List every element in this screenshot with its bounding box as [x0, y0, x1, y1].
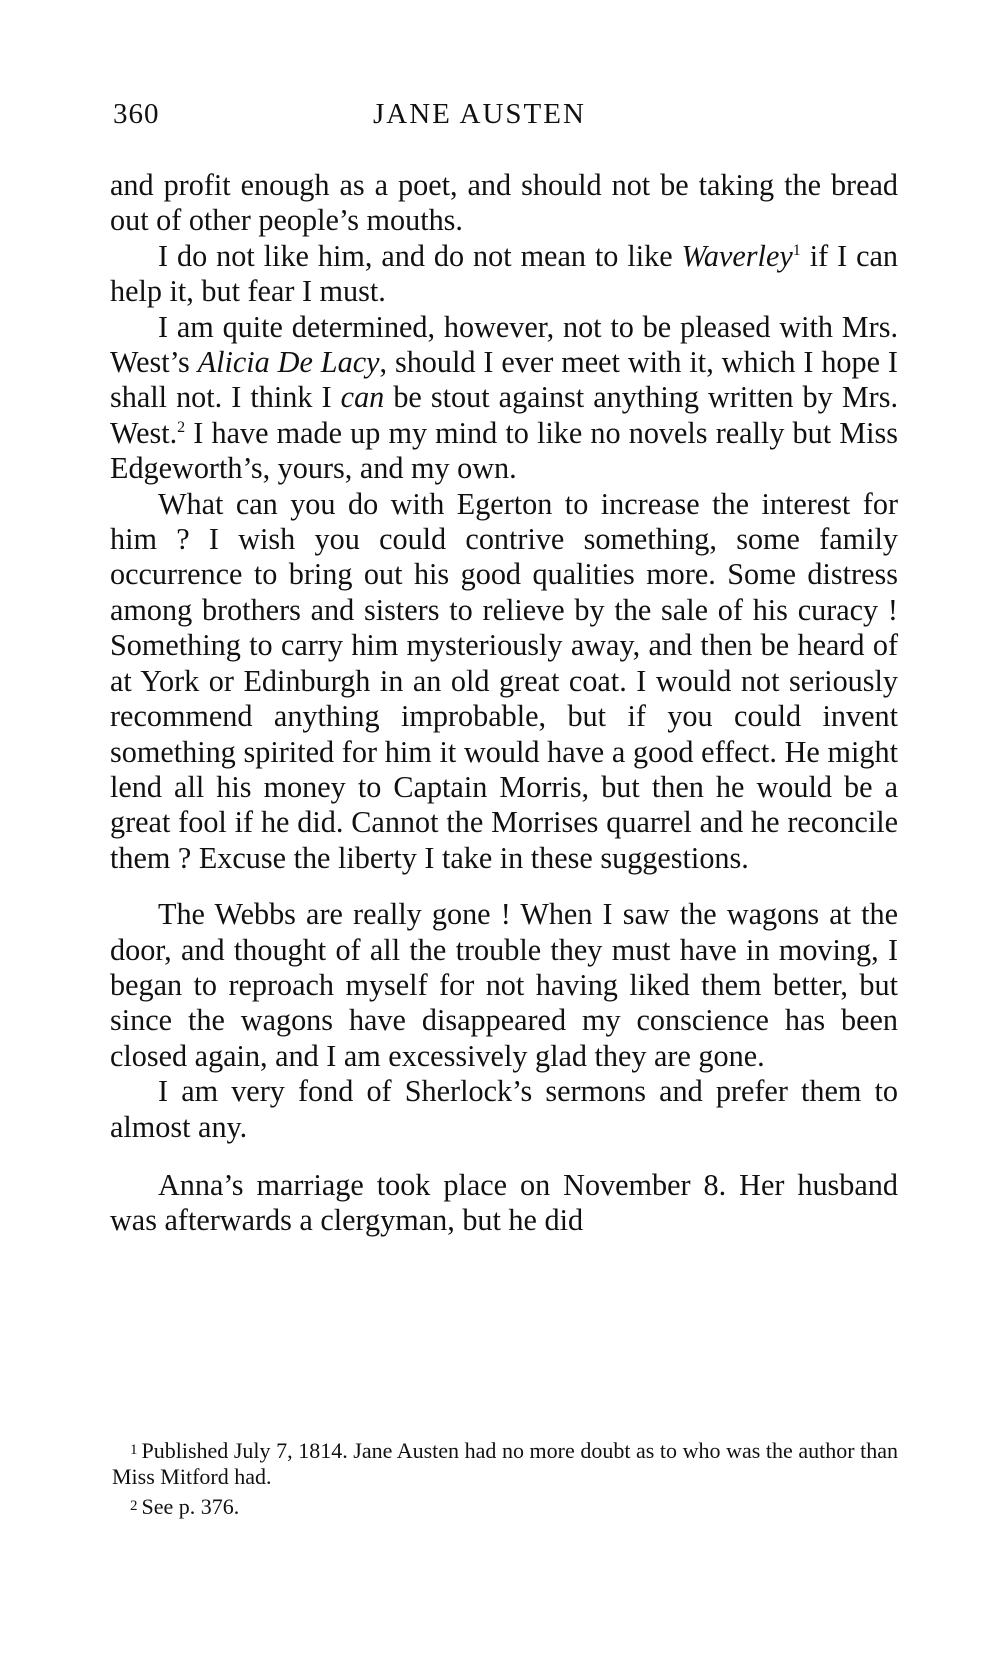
- body-text: [110, 168, 898, 1239]
- paragraph-3-text-d: I have made up my mind to like no novels really but Miss Edgeworth’s, yours, and my own.: [110, 415, 898, 486]
- paragraph-3-text-b: , should I ever meet with it, which I hope I shall not. I think I: [110, 345, 898, 415]
- emphasis-can: can: [340, 380, 385, 415]
- paragraph-3-text-a: I am quite determined, however, not to be pleased with Mrs. West’s: [110, 309, 898, 380]
- footnote-ref-1: 1: [792, 241, 801, 259]
- paragraph-3-text-c: be stout against anything written by Mrs. West.: [110, 380, 899, 450]
- footnote-2: [112, 1493, 898, 1520]
- running-title: JANE AUSTEN: [373, 98, 586, 130]
- alicia-de-lacy-title: Alicia De Lacy: [197, 345, 380, 380]
- footnotes: [112, 1437, 898, 1523]
- paragraph-5: The Webbs are really gone ! When I saw the wagons at the door, and thought of all the trouble they must have in moving, I began to reproach myself for not having liked them better, but since the wagons have disappeared my conscience has been closed again, and I am excessively glad they are gone.: [110, 897, 898, 1073]
- footnote-1: [112, 1437, 898, 1490]
- paragraph-4: What can you do with Egerton to increase the interest for him ? I wish you could contrive something, some family occurrence to bring out his good qualities more. Some distress among brothers and sisters to relieve by the sale of his curacy ! Something to carry him mysteriously away, and then be heard of at York or Edinburgh in an old great coat. I would not seriously recommend anything improbable, but if you could invent something spirited for him it would have a good effect. He might lend all his money to Captain Morris, but then he would be a great fool if he did. Cannot the Morrises quarrel and he reconcile them ? Excuse the liberty I take in these suggestions.: [110, 486, 898, 875]
- running-head: [0, 98, 1000, 138]
- footnote-2-mark: 2: [130, 1498, 138, 1514]
- paragraph-7: Anna’s marriage took place on November 8. Her husband was afterwards a clergyman, but he did: [110, 1167, 898, 1238]
- footnote-2-text: See p. 376.: [141, 1494, 240, 1519]
- paragraph-2-text-b: if I can help it, but fear I must.: [110, 238, 898, 309]
- footnote-1-text: Published July 7, 1814. Jane Austen had no more doubt as to who was the author than Miss Mitford had.: [112, 1438, 898, 1489]
- waverley-title: Waverley: [681, 238, 793, 273]
- footnote-1-mark: 1: [130, 1442, 138, 1458]
- paragraph-1: and profit enough as a poet, and should not be taking the bread out of other people’s mouths.: [110, 168, 898, 238]
- paragraph-2-text-a: I do not like him, and do not mean to like: [158, 238, 682, 273]
- page-number: 360: [113, 98, 160, 130]
- paragraph-3: [110, 310, 898, 487]
- paragraph-2: [110, 239, 898, 310]
- footnote-ref-2: 2: [177, 418, 186, 436]
- paragraph-6: I am very fond of Sherlock’s sermons and prefer them to almost any.: [110, 1074, 898, 1144]
